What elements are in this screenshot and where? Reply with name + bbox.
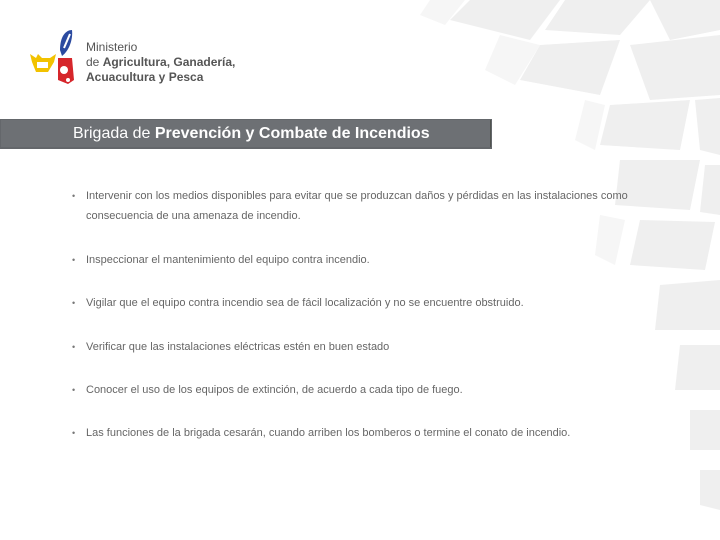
bullet-item [72,380,672,400]
bullet-text: Verificar que las instalaciones eléctricas estén en buen estado [86,341,390,353]
logo-mark-icon [30,30,74,84]
bullet-text: Las funciones de la brigada cesarán, cuando arriben los bomberos o termine el conato de incendio. [86,427,571,439]
bullet-icon: • [72,428,76,438]
bullet-item [72,423,672,443]
bullet-item [72,186,672,226]
bullet-text: Inspeccionar el mantenimiento del equipo contra incendio. [86,254,370,266]
bullet-icon: • [72,298,76,308]
slide-title [73,124,430,144]
bullet-item [72,337,672,357]
logo-line-2-prefix: de [86,55,103,69]
bullet-item [72,250,672,270]
logo-line-1: Ministerio [86,40,138,54]
bullet-text: Intervenir con los medios disponibles para evitar que se produzcan daños y pérdidas en las instalaciones como consecuencia de una amenaza de incendio. [86,190,628,222]
bullet-icon: • [72,385,76,395]
bullet-text: Conocer el uso de los equipos de extinción, de acuerdo a cada tipo de fuego. [86,384,463,396]
logo-line-3: Acuacultura y Pesca [86,70,204,84]
bullet-icon: • [72,342,76,352]
bullet-icon: • [72,255,76,265]
logo-line-2 [86,55,235,70]
bullet-icon: • [72,191,76,201]
bullet-text: Vigilar que el equipo contra incendio sea de fácil localización y no se encuentre obstruido. [86,297,524,309]
logo-text [86,40,235,85]
slide-title-part-2: Prevención y Combate de Incendios [154,125,430,142]
logo-line-2-bold: Agricultura, Ganadería, [102,55,236,69]
bullet-item [72,293,672,313]
slide-title-part-1: Brigada de [73,125,155,142]
